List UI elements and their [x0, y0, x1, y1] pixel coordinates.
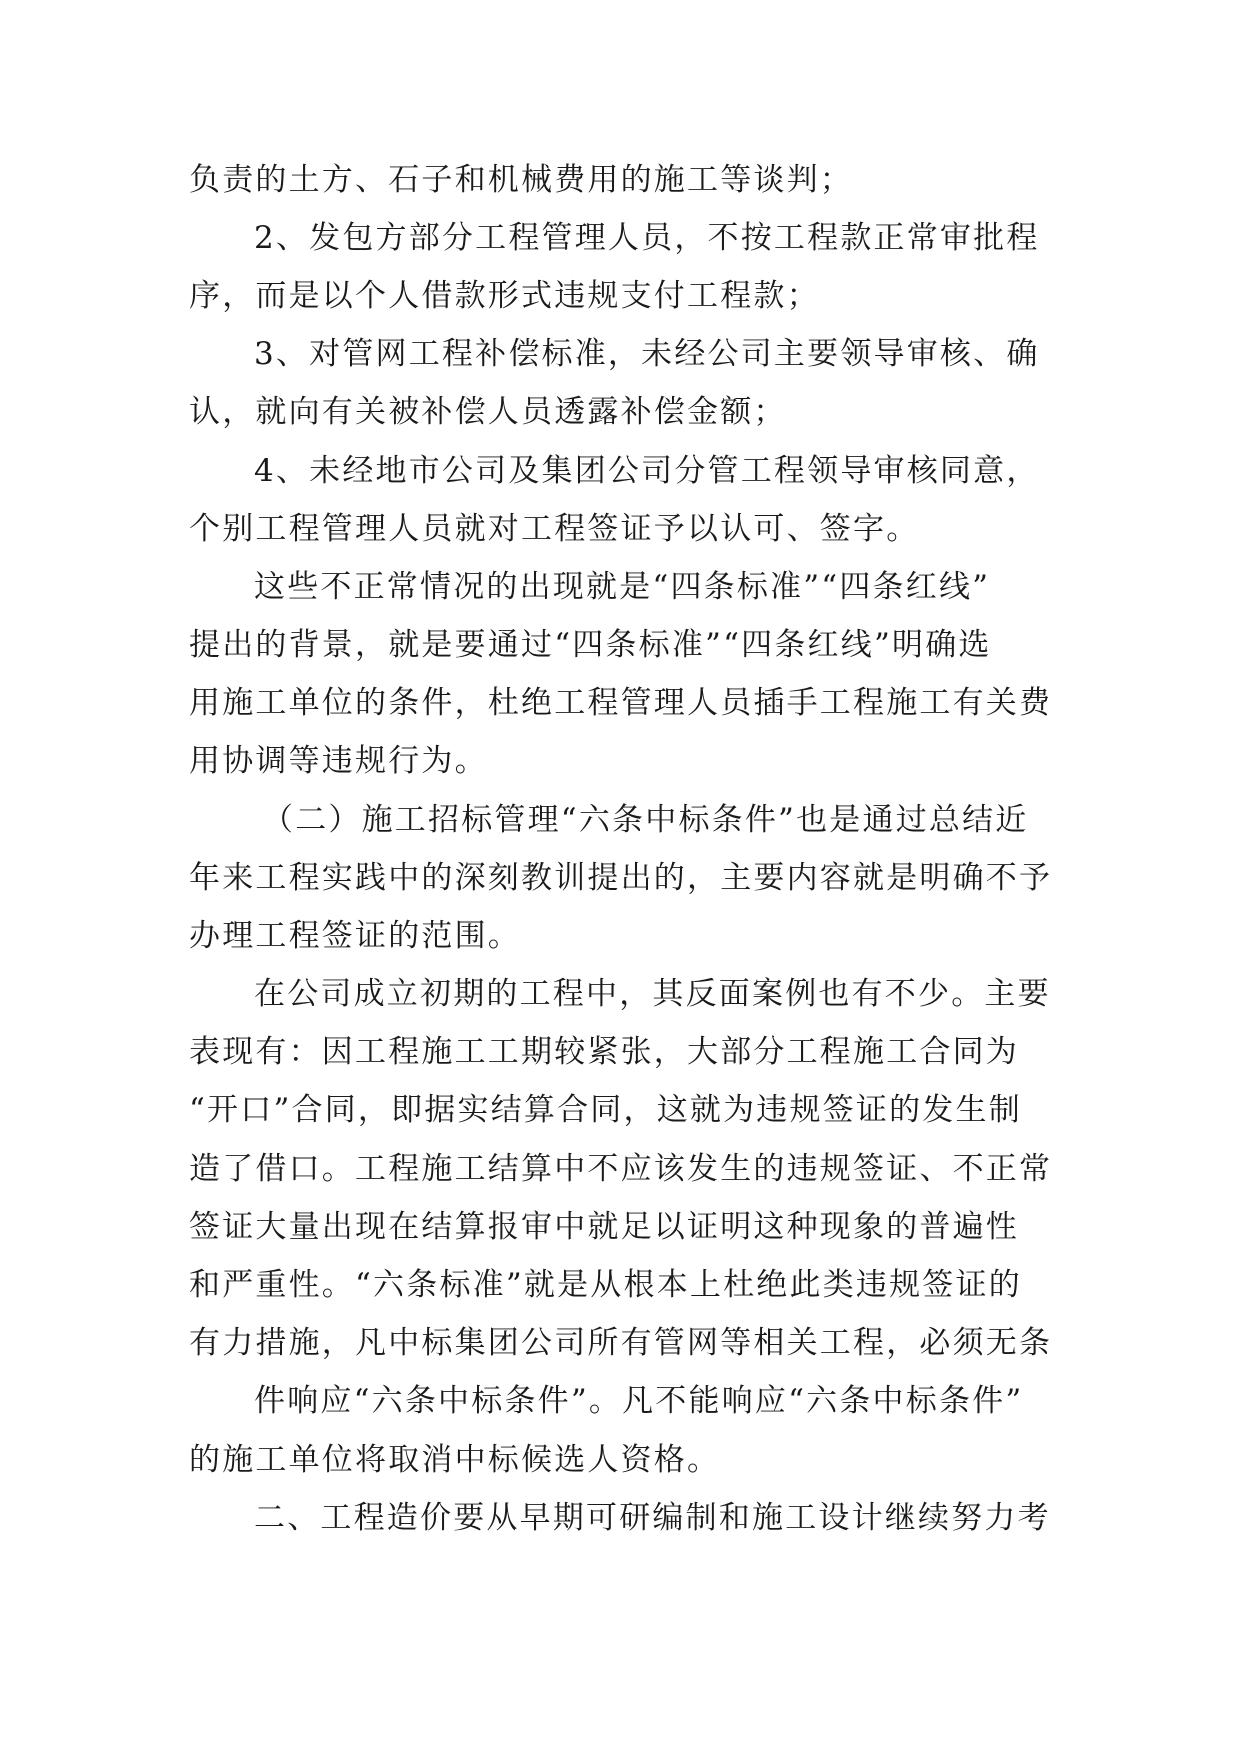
- text-line: 这些不正常情况的出现就是“四条标准”“四条红线”: [254, 569, 991, 605]
- text-line: 用施工单位的条件，杜绝工程管理人员插手工程施工有关费: [189, 685, 1053, 721]
- text-line: “开口”合同，即据实结算合同，这就为违规签证的发生制: [189, 1092, 1022, 1128]
- text-line: 序，而是以个人借款形式违规支付工程款；: [189, 278, 820, 314]
- text-line: 有力措施，凡中标集团公司所有管网等相关工程，必须无条: [189, 1325, 1053, 1361]
- text-line: 认，就向有关被补偿人员透露补偿金额；: [189, 394, 787, 430]
- text-line: 3、对管网工程补偿标准，未经公司主要领导审核、确: [254, 336, 1040, 372]
- text-line: 和严重性。“六条标准”就是从根本上杜绝此类违规签证的: [189, 1267, 1022, 1303]
- text-line: 个别工程管理人员就对工程签证予以认可、签字。: [189, 511, 920, 547]
- text-line: 办理工程签证的范围。: [189, 918, 521, 954]
- text-line: （二）施工招标管理“六条中标条件”也是通过总结近: [262, 802, 1029, 838]
- text-line: 4、未经地市公司及集团公司分管工程领导审核同意，: [254, 453, 1040, 489]
- text-line: 在公司成立初期的工程中，其反面案例也有不少。主要: [254, 976, 1051, 1012]
- text-line: 用协调等违规行为。: [189, 743, 488, 779]
- text-line: 年来工程实践中的深刻教训提出的，主要内容就是明确不予: [189, 860, 1053, 896]
- text-line: 负责的土方、石子和机械费用的施工等谈判；: [189, 162, 853, 198]
- text-line: 的施工单位将取消中标候选人资格。: [189, 1442, 721, 1478]
- text-line: 表现有：因工程施工工期较紧张，大部分工程施工合同为: [189, 1034, 1019, 1070]
- text-line: 二、工程造价要从早期可研编制和施工设计继续努力考: [254, 1500, 1051, 1536]
- text-line: 签证大量出现在结算报审中就足以证明这种现象的普遍性: [189, 1209, 1019, 1245]
- text-line: 提出的背景，就是要通过“四条标准”“四条红线”明确选: [189, 627, 992, 663]
- text-line: 2、发包方部分工程管理人员，不按工程款正常审批程: [254, 220, 1040, 256]
- text-line: 造了借口。工程施工结算中不应该发生的违规签证、不正常: [189, 1151, 1053, 1187]
- text-line: 件响应“六条中标条件”。凡不能响应“六条中标条件”: [254, 1383, 1024, 1419]
